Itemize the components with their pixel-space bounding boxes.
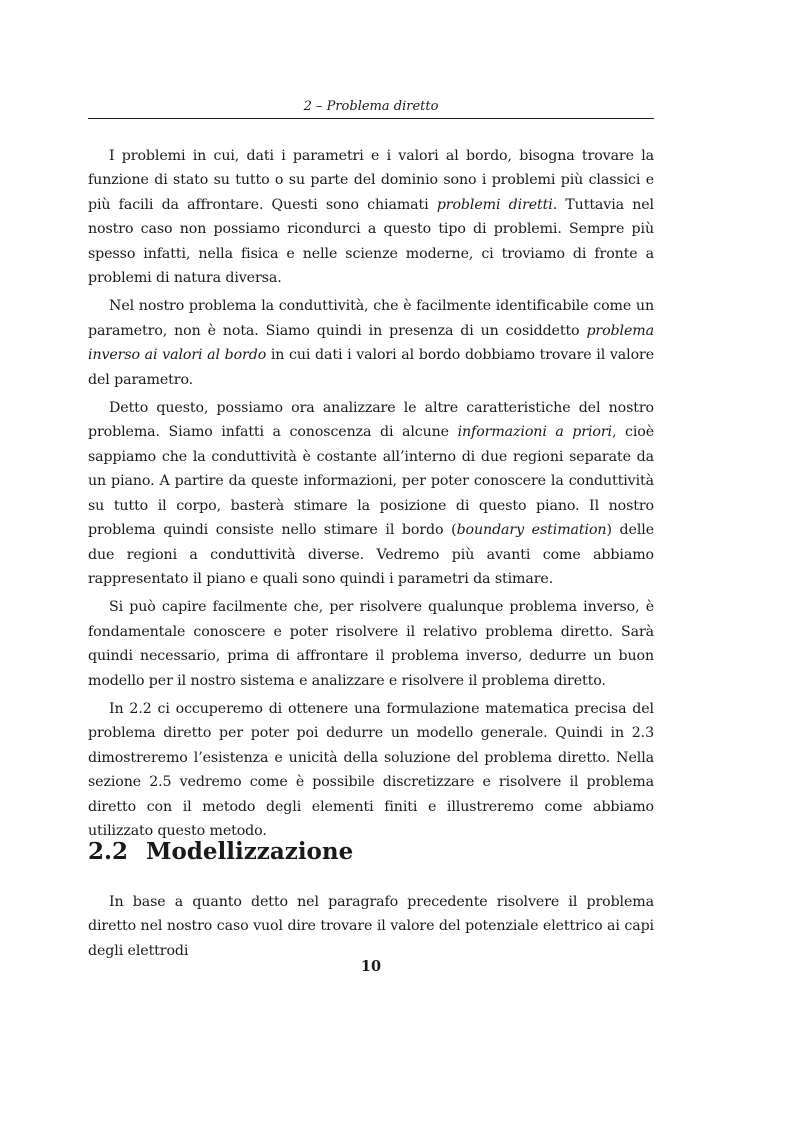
paragraph-5 bbox=[88, 697, 654, 843]
section-title: Modellizzazione bbox=[146, 838, 354, 865]
section-number: 2.2 bbox=[88, 838, 129, 865]
header-rule bbox=[88, 118, 654, 119]
emphasis-boundary-estimation: boundary estimation bbox=[456, 522, 607, 539]
page-number: 10 bbox=[360, 958, 382, 975]
body-text bbox=[88, 144, 654, 847]
section-heading bbox=[88, 836, 654, 868]
paragraph-3 bbox=[88, 396, 654, 591]
paragraph-1 bbox=[88, 144, 654, 290]
emphasis-problemi-diretti: problemi diretti bbox=[436, 196, 553, 213]
paragraph-text: Nel nostro problema la conduttività, che è facilmente identificabile come un parametro, non è nota. Siamo quindi in presenza di un cosiddetto bbox=[88, 298, 654, 339]
section-body bbox=[88, 890, 654, 967]
paragraph-2 bbox=[88, 294, 654, 392]
paragraph-text: ) delle due regioni a conduttività diverse. Vedremo più avanti come abbiamo rappresentato il piano e quali sono quindi i parametri da stimare. bbox=[88, 522, 654, 587]
paragraph-text: In base a quanto detto nel paragrafo precedente risolvere il problema diretto nel nostro caso vuol dire trovare il valore del potenziale elettrico ai capi degli elettrodi bbox=[88, 894, 654, 959]
emphasis-problema-inverso: problema inverso ai valori al bordo bbox=[88, 322, 654, 364]
emphasis-informazioni-a-priori: informazioni a priori bbox=[457, 424, 612, 441]
section-paragraph-1 bbox=[88, 890, 654, 963]
paragraph-text: . Tuttavia nel nostro caso non possiamo ricondurci a questo tipo di problemi. Sempre più spesso infatti, nella fisica e nelle scienze moderne, ci troviamo di fronte a problemi di natura diversa. bbox=[88, 196, 654, 287]
paragraph-text: Detto questo, possiamo ora analizzare le altre caratteristiche del nostro problema. Siamo infatti a conoscenza di alcune bbox=[88, 400, 654, 441]
paragraph-text: Si può capire facilmente che, per risolvere qualunque problema inverso, è fondamentale conoscere e poter risolvere il relativo problema diretto. Sarà quindi necessario, prima di affrontare il problema inverso, dedurre un buon modello per il nostro sistema e analizzare e risolvere il problema diretto. bbox=[88, 599, 654, 689]
paragraph-text: In 2.2 ci occuperemo di ottenere una formulazione matematica precisa del problema diretto per poter poi dedurre un modello generale. Quindi in 2.3 dimostreremo l’esistenza e unicità della soluzione del problema diretto. Nella sezione 2.5 vedremo come è possibile discretizzare e risolvere il problema diretto con il metodo degli elementi finiti e illustreremo come abbiamo utilizzato questo metodo. bbox=[88, 700, 654, 839]
paragraph-text: , cioè sappiamo che la conduttività è costante all’interno di due regioni separate da un piano. A partire da queste informazioni, per poter conoscere la conduttività su tutto il corpo, basterà stimare la posizione di questo piano. Il nostro problema quindi consiste nello stimare il bordo ( bbox=[88, 424, 655, 539]
paragraph-text: in cui dati i valori al bordo dobbiamo trovare il valore del parametro. bbox=[88, 347, 654, 388]
running-header: 2 – Problema diretto bbox=[303, 99, 439, 114]
paragraph-text: I problemi in cui, dati i parametri e i valori al bordo, bisogna trovare la funzione di stato su tutto o su parte del dominio sono i problemi più classici e più facili da affrontare. Questi sono chiamati bbox=[88, 148, 654, 213]
paragraph-4 bbox=[88, 595, 654, 693]
